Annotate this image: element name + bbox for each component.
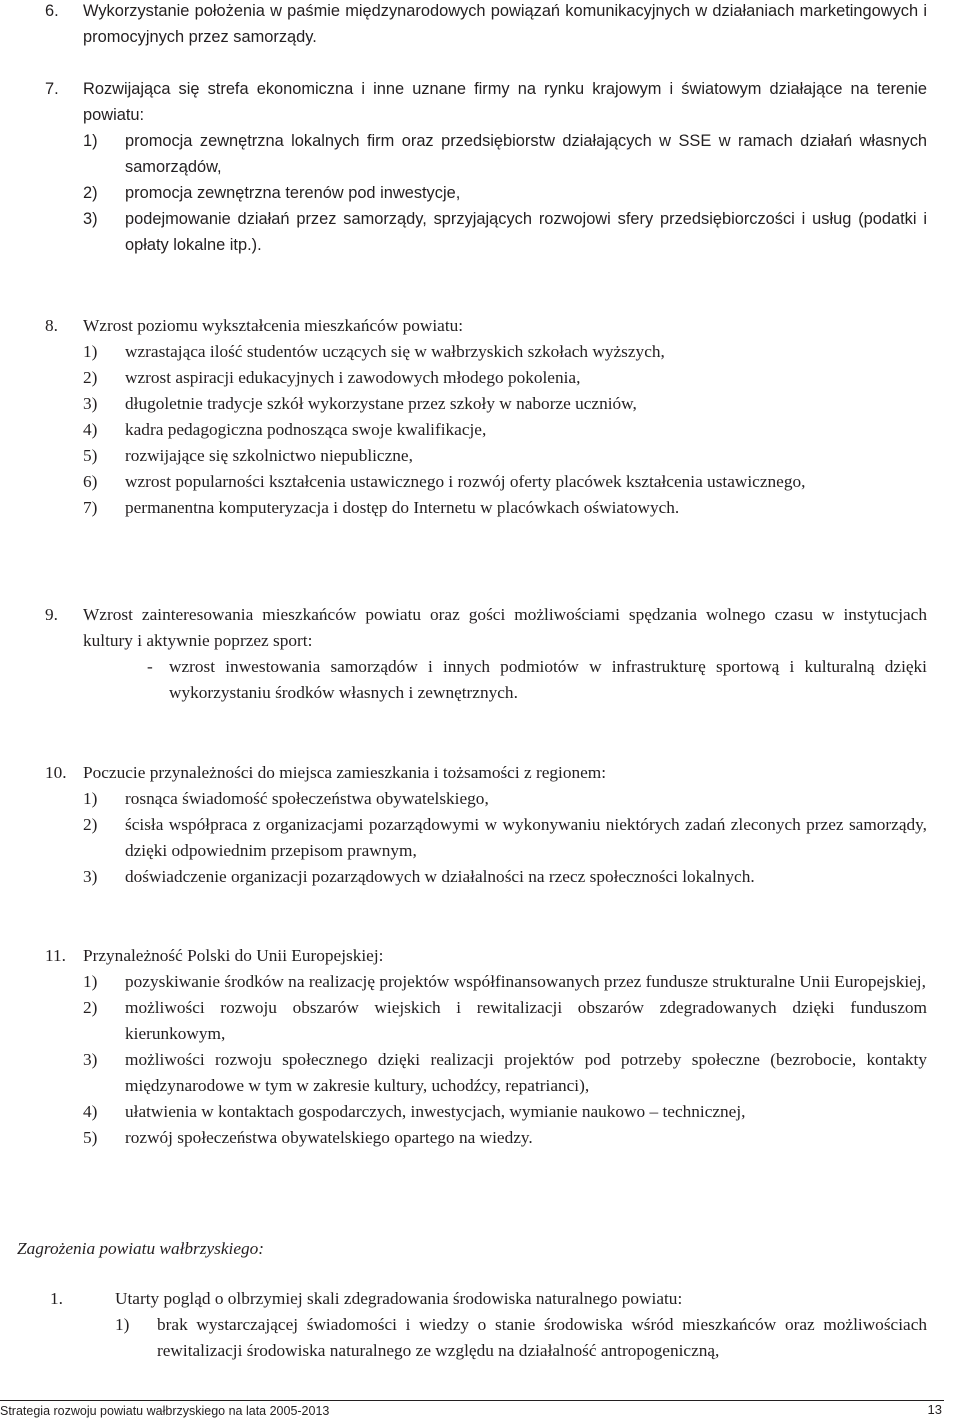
item-9-text: Wzrost zainteresowania mieszkańców powiatu oraz gości możliwościami spędzania wolnego czasu w instytucjach kultury i aktywnie poprzez sport: [83, 605, 927, 650]
item-10-subitem: 1) rosnąca świadomość społeczeństwa obywatelskiego, [83, 789, 489, 808]
item-11-subitem: 2) możliwości rozwoju obszarów wiejskich i rewitalizacji obszarów zdegradowanych dzięki funduszom kierunkowym, [83, 998, 927, 1043]
footer-divider [0, 1400, 944, 1401]
page-number: 13 [927, 1402, 942, 1417]
item-7-subitem: 1) promocja zewnętrzna lokalnych firm oraz przedsiębiorstw działających w SSE w ramach działań własnych samorządów, [83, 132, 927, 176]
item-8-subitem: 6) wzrost popularności kształcenia ustawicznego i rozwój oferty placówek kształcenia ustawicznego, [83, 472, 806, 491]
threat-item-1-subitem: 1) brak wystarczającej świadomości i wiedzy o stanie środowiska wśród mieszkańców oraz możliwościach rewitalizacji środowiska naturalnego ze względu na działalność antropogeniczną, [115, 1315, 927, 1360]
item-10-subitem: 2) ścisła współpraca z organizacjami pozarządowymi w wykonywaniu niektórych zadań zleconych przez samorządy, dzięki odpowiednim przepisom prawnym, [83, 815, 927, 860]
threats-heading: Zagrożenia powiatu wałbrzyskiego: [17, 1239, 265, 1258]
item-11-subitem: 3) możliwości rozwoju społecznego dzięki realizacji projektów pod potrzeby społeczne (bezrobocie, kontakty międzynarodowe w tym w zakresie kultury, uchodźcy, repatrianci), [83, 1050, 927, 1095]
item-9-dash-item: - wzrost inwestowania samorządów i innych podmiotów w infrastrukturę sportową i kulturalną dzięki wykorzystaniu środków własnych i zewnętrznych. [147, 657, 927, 702]
item-6 [45, 0, 927, 50]
item-10 [45, 760, 927, 890]
item-8-subitem: 7) permanentna komputeryzacja i dostęp do Internetu w placówkach oświatowych. [83, 498, 680, 517]
item-11-subitem: 5) rozwój społeczeństwa obywatelskiego opartego na wiedzy. [83, 1128, 533, 1147]
threat-item-1-number: 1. [50, 1289, 63, 1308]
item-9 [45, 602, 927, 706]
item-7-subitem: 2) promocja zewnętrzna terenów pod inwestycje, [83, 184, 461, 202]
footer-title: Strategia rozwoju powiatu wałbrzyskiego na lata 2005-2013 [0, 1404, 330, 1418]
threat-item-1-text: Utarty pogląd o olbrzymiej skali zdegradowania środowiska naturalnego powiatu: [115, 1289, 683, 1308]
item-10-text: Poczucie przynależności do miejsca zamieszkania i tożsamości z regionem: [83, 763, 607, 782]
item-7-text: Rozwijająca się strefa ekonomiczna i inne uznane firmy na rynku krajowym i światowym działające na terenie powiatu: [83, 80, 927, 124]
item-11-subitem: 1) pozyskiwanie środków na realizację projektów współfinansowanych przez fundusze strukturalne Unii Europejskiej, [83, 972, 926, 991]
item-11 [45, 943, 927, 1151]
item-8 [45, 313, 927, 521]
item-10-subitem: 3) doświadczenie organizacji pozarządowych w działalności na rzecz społeczności lokalnych. [83, 867, 755, 886]
item-9-number: 9. [45, 605, 58, 624]
item-7-subitem: 3) podejmowanie działań przez samorządy, sprzyjających rozwojowi sfery przedsiębiorczości i usług (podatki i opłaty lokalne itp.). [83, 210, 927, 254]
item-6-text: Wykorzystanie położenia w paśmie międzynarodowych powiązań komunikacyjnych w działaniach marketingowych i promocyjnych przez samorządy. [83, 2, 927, 46]
threat-item-1 [45, 1286, 927, 1364]
item-8-text: Wzrost poziomu wykształcenia mieszkańców powiatu: [83, 316, 464, 335]
item-8-subitem: 3) długoletnie tradycje szkół wykorzystane przez szkoły w naborze uczniów, [83, 394, 637, 413]
item-6-number: 6. [45, 2, 59, 20]
item-8-subitem: 2) wzrost aspiracji edukacyjnych i zawodowych młodego pokolenia, [83, 368, 581, 387]
item-7-number: 7. [45, 80, 59, 98]
item-11-subitem: 4) ułatwienia w kontaktach gospodarczych, inwestycjach, wymianie naukowo – technicznej, [83, 1102, 746, 1121]
item-8-subitem: 4) kadra pedagogiczna podnosząca swoje kwalifikacje, [83, 420, 487, 439]
item-11-number: 11. [45, 946, 66, 965]
item-10-number: 10. [45, 763, 67, 782]
item-8-subitem: 1) wzrastająca ilość studentów uczących się w wałbrzyskich szkołach wyższych, [83, 342, 665, 361]
item-8-subitem: 5) rozwijające się szkolnictwo niepubliczne, [83, 446, 413, 465]
item-11-text: Przynależność Polski do Unii Europejskiej: [83, 946, 384, 965]
item-7 [45, 76, 927, 258]
item-8-number: 8. [45, 316, 58, 335]
